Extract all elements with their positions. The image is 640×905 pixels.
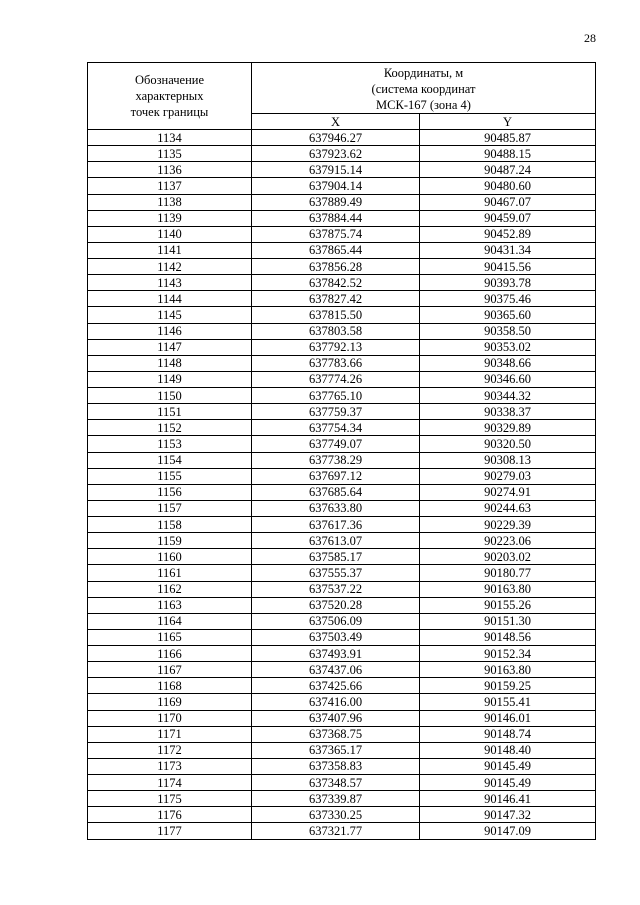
table-row <box>88 291 596 307</box>
x-coordinate-cell: 637633.80 <box>252 500 420 516</box>
x-coordinate-cell: 637407.96 <box>252 710 420 726</box>
x-coordinate-cell: 637368.75 <box>252 726 420 742</box>
point-cell: 1145 <box>88 307 252 323</box>
table-row <box>88 726 596 742</box>
x-coordinate-cell: 637437.06 <box>252 662 420 678</box>
y-column-header: Y <box>420 114 596 130</box>
point-cell: 1138 <box>88 194 252 210</box>
point-cell: 1164 <box>88 613 252 629</box>
y-coordinate-cell: 90320.50 <box>420 436 596 452</box>
x-coordinate-cell: 637425.66 <box>252 678 420 694</box>
point-cell: 1168 <box>88 678 252 694</box>
table-row <box>88 355 596 371</box>
point-header-line: точек границы <box>130 105 209 119</box>
y-coordinate-cell: 90148.56 <box>420 629 596 645</box>
point-cell: 1160 <box>88 549 252 565</box>
x-coordinate-cell: 637923.62 <box>252 146 420 162</box>
point-header-line: Обозначение <box>134 73 205 87</box>
x-coordinate-cell: 637904.14 <box>252 178 420 194</box>
table-row <box>88 307 596 323</box>
table-row <box>88 629 596 645</box>
table-row <box>88 807 596 823</box>
y-coordinate-cell: 90358.50 <box>420 323 596 339</box>
point-cell: 1177 <box>88 823 252 839</box>
table-header <box>88 63 596 130</box>
point-cell: 1161 <box>88 565 252 581</box>
point-cell: 1171 <box>88 726 252 742</box>
y-coordinate-cell: 90159.25 <box>420 678 596 694</box>
point-cell: 1149 <box>88 371 252 387</box>
x-coordinate-cell: 637915.14 <box>252 162 420 178</box>
x-coordinate-cell: 637339.87 <box>252 791 420 807</box>
x-coordinate-cell: 637765.10 <box>252 388 420 404</box>
x-coordinate-cell: 637738.29 <box>252 452 420 468</box>
table-row <box>88 646 596 662</box>
x-coordinate-cell: 637348.57 <box>252 775 420 791</box>
x-coordinate-cell: 637759.37 <box>252 404 420 420</box>
point-cell: 1176 <box>88 807 252 823</box>
y-coordinate-cell: 90375.46 <box>420 291 596 307</box>
point-cell: 1156 <box>88 484 252 500</box>
y-coordinate-cell: 90146.41 <box>420 791 596 807</box>
table-row <box>88 210 596 226</box>
point-cell: 1135 <box>88 146 252 162</box>
coordinates-column-header <box>252 63 596 114</box>
y-coordinate-cell: 90365.60 <box>420 307 596 323</box>
y-coordinate-cell: 90148.74 <box>420 726 596 742</box>
table-row <box>88 758 596 774</box>
x-coordinate-cell: 637555.37 <box>252 565 420 581</box>
y-coordinate-cell: 90308.13 <box>420 452 596 468</box>
table-row <box>88 613 596 629</box>
x-coordinate-cell: 637520.28 <box>252 597 420 613</box>
point-cell: 1167 <box>88 662 252 678</box>
x-coordinate-cell: 637792.13 <box>252 339 420 355</box>
table-row <box>88 678 596 694</box>
table-row <box>88 436 596 452</box>
point-cell: 1169 <box>88 694 252 710</box>
x-coordinate-cell: 637749.07 <box>252 436 420 452</box>
y-coordinate-cell: 90163.80 <box>420 581 596 597</box>
table-row <box>88 194 596 210</box>
point-cell: 1159 <box>88 533 252 549</box>
y-coordinate-cell: 90431.34 <box>420 242 596 258</box>
table-row <box>88 468 596 484</box>
y-coordinate-cell: 90459.07 <box>420 210 596 226</box>
table-row <box>88 242 596 258</box>
table-row <box>88 275 596 291</box>
x-coordinate-cell: 637865.44 <box>252 242 420 258</box>
y-coordinate-cell: 90329.89 <box>420 420 596 436</box>
x-coordinate-cell: 637613.07 <box>252 533 420 549</box>
point-cell: 1163 <box>88 597 252 613</box>
page-number: 28 <box>584 31 596 45</box>
x-coordinate-cell: 637358.83 <box>252 758 420 774</box>
x-coordinate-cell: 637330.25 <box>252 807 420 823</box>
table-row <box>88 823 596 839</box>
x-coordinate-cell: 637946.27 <box>252 130 420 146</box>
x-coordinate-cell: 637617.36 <box>252 517 420 533</box>
y-coordinate-cell: 90348.66 <box>420 355 596 371</box>
table-row <box>88 549 596 565</box>
table-row <box>88 565 596 581</box>
x-column-header: X <box>252 114 420 130</box>
x-coordinate-cell: 637685.64 <box>252 484 420 500</box>
coords-header-line: Координаты, м <box>383 65 464 80</box>
point-cell: 1148 <box>88 355 252 371</box>
point-header-line: характерных <box>135 89 204 103</box>
table-row <box>88 662 596 678</box>
point-cell: 1175 <box>88 791 252 807</box>
table-row <box>88 404 596 420</box>
y-coordinate-cell: 90163.80 <box>420 662 596 678</box>
y-coordinate-cell: 90155.41 <box>420 694 596 710</box>
point-cell: 1170 <box>88 710 252 726</box>
y-coordinate-cell: 90488.15 <box>420 146 596 162</box>
y-coordinate-cell: 90180.77 <box>420 565 596 581</box>
table-row <box>88 581 596 597</box>
point-cell: 1141 <box>88 242 252 258</box>
coords-header-line: МСК-167 (зона 4) <box>376 97 471 112</box>
point-cell: 1136 <box>88 162 252 178</box>
x-coordinate-cell: 637884.44 <box>252 210 420 226</box>
y-coordinate-cell: 90338.37 <box>420 404 596 420</box>
table-row <box>88 500 596 516</box>
table-row <box>88 452 596 468</box>
table-row <box>88 775 596 791</box>
point-cell: 1150 <box>88 388 252 404</box>
y-coordinate-cell: 90353.02 <box>420 339 596 355</box>
x-coordinate-cell: 637321.77 <box>252 823 420 839</box>
x-coordinate-cell: 637754.34 <box>252 420 420 436</box>
y-coordinate-cell: 90274.91 <box>420 484 596 500</box>
table-row <box>88 484 596 500</box>
table-row <box>88 130 596 146</box>
point-cell: 1137 <box>88 178 252 194</box>
table-row <box>88 162 596 178</box>
x-coordinate-cell: 637697.12 <box>252 468 420 484</box>
point-cell: 1174 <box>88 775 252 791</box>
point-cell: 1155 <box>88 468 252 484</box>
point-cell: 1144 <box>88 291 252 307</box>
table-body <box>88 130 596 840</box>
y-coordinate-cell: 90145.49 <box>420 775 596 791</box>
x-coordinate-cell: 637815.50 <box>252 307 420 323</box>
x-coordinate-cell: 637774.26 <box>252 371 420 387</box>
y-coordinate-cell: 90279.03 <box>420 468 596 484</box>
point-cell: 1153 <box>88 436 252 452</box>
x-coordinate-cell: 637875.74 <box>252 226 420 242</box>
point-cell: 1162 <box>88 581 252 597</box>
x-coordinate-cell: 637503.49 <box>252 629 420 645</box>
point-cell: 1134 <box>88 130 252 146</box>
table-row <box>88 517 596 533</box>
point-cell: 1166 <box>88 646 252 662</box>
point-cell: 1173 <box>88 758 252 774</box>
table-row <box>88 791 596 807</box>
table-row <box>88 710 596 726</box>
point-cell: 1142 <box>88 259 252 275</box>
point-cell: 1152 <box>88 420 252 436</box>
y-coordinate-cell: 90346.60 <box>420 371 596 387</box>
x-coordinate-cell: 637783.66 <box>252 355 420 371</box>
y-coordinate-cell: 90480.60 <box>420 178 596 194</box>
y-coordinate-cell: 90485.87 <box>420 130 596 146</box>
point-cell: 1147 <box>88 339 252 355</box>
x-coordinate-cell: 637803.58 <box>252 323 420 339</box>
table-row <box>88 146 596 162</box>
point-cell: 1143 <box>88 275 252 291</box>
point-cell: 1172 <box>88 742 252 758</box>
y-coordinate-cell: 90155.26 <box>420 597 596 613</box>
y-coordinate-cell: 90393.78 <box>420 275 596 291</box>
table-row <box>88 694 596 710</box>
point-column-header <box>88 63 252 130</box>
y-coordinate-cell: 90203.02 <box>420 549 596 565</box>
table-row <box>88 178 596 194</box>
y-coordinate-cell: 90223.06 <box>420 533 596 549</box>
coordinates-table <box>87 62 596 840</box>
x-coordinate-cell: 637856.28 <box>252 259 420 275</box>
point-cell: 1158 <box>88 517 252 533</box>
table-row <box>88 597 596 613</box>
x-coordinate-cell: 637827.42 <box>252 291 420 307</box>
table-row <box>88 420 596 436</box>
x-coordinate-cell: 637365.17 <box>252 742 420 758</box>
table-row <box>88 339 596 355</box>
y-coordinate-cell: 90151.30 <box>420 613 596 629</box>
table-row <box>88 388 596 404</box>
table-row <box>88 259 596 275</box>
point-cell: 1151 <box>88 404 252 420</box>
point-cell: 1140 <box>88 226 252 242</box>
y-coordinate-cell: 90145.49 <box>420 758 596 774</box>
point-cell: 1139 <box>88 210 252 226</box>
x-coordinate-cell: 637842.52 <box>252 275 420 291</box>
point-cell: 1157 <box>88 500 252 516</box>
y-coordinate-cell: 90152.34 <box>420 646 596 662</box>
y-coordinate-cell: 90147.09 <box>420 823 596 839</box>
table-row <box>88 742 596 758</box>
y-coordinate-cell: 90146.01 <box>420 710 596 726</box>
y-coordinate-cell: 90344.32 <box>420 388 596 404</box>
y-coordinate-cell: 90452.89 <box>420 226 596 242</box>
table-row <box>88 533 596 549</box>
y-coordinate-cell: 90467.07 <box>420 194 596 210</box>
y-coordinate-cell: 90487.24 <box>420 162 596 178</box>
table-row <box>88 323 596 339</box>
table-row <box>88 226 596 242</box>
x-coordinate-cell: 637416.00 <box>252 694 420 710</box>
y-coordinate-cell: 90147.32 <box>420 807 596 823</box>
y-coordinate-cell: 90148.40 <box>420 742 596 758</box>
x-coordinate-cell: 637889.49 <box>252 194 420 210</box>
x-coordinate-cell: 637585.17 <box>252 549 420 565</box>
point-cell: 1146 <box>88 323 252 339</box>
y-coordinate-cell: 90415.56 <box>420 259 596 275</box>
point-cell: 1165 <box>88 629 252 645</box>
table-row <box>88 371 596 387</box>
x-coordinate-cell: 637537.22 <box>252 581 420 597</box>
y-coordinate-cell: 90244.63 <box>420 500 596 516</box>
y-coordinate-cell: 90229.39 <box>420 517 596 533</box>
coords-header-line: (система координат <box>371 81 476 96</box>
point-cell: 1154 <box>88 452 252 468</box>
x-coordinate-cell: 637506.09 <box>252 613 420 629</box>
x-coordinate-cell: 637493.91 <box>252 646 420 662</box>
